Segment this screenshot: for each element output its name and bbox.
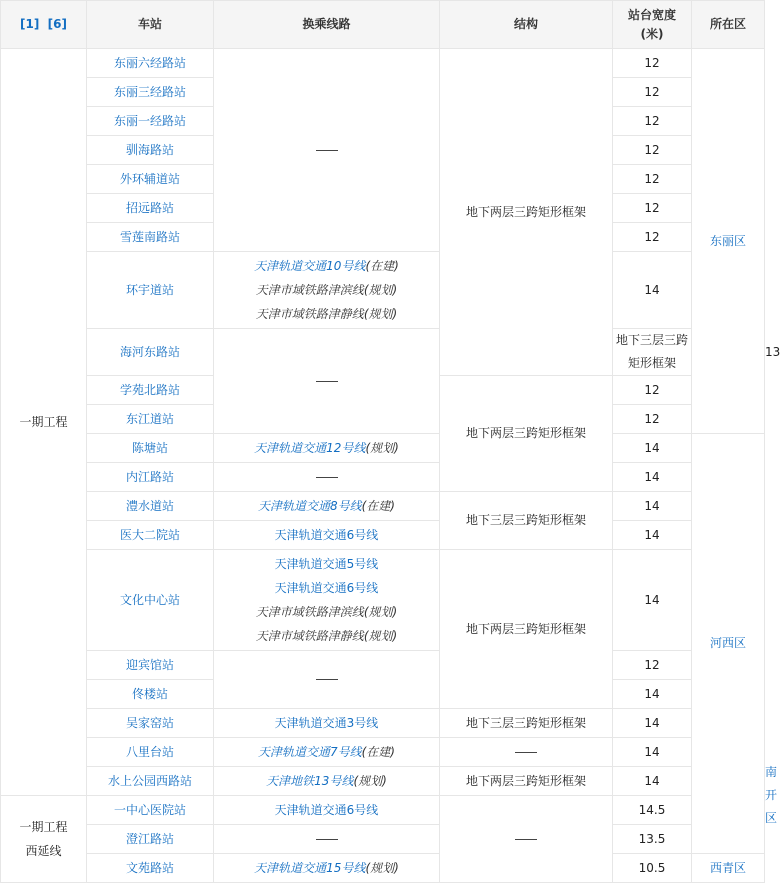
transfer-link[interactable]: 天津轨道交通6号线: [214, 521, 440, 550]
station-link[interactable]: 东丽一经路站: [87, 107, 214, 136]
district-link[interactable]: 东丽区: [692, 49, 765, 434]
transfer-cell: 天津轨道交通15号线(规划): [214, 854, 440, 883]
station-link[interactable]: 海河东路站: [87, 329, 214, 376]
structure-none: [440, 796, 613, 883]
width-cell: 12: [613, 107, 692, 136]
transfer-cell: 天津轨道交通8号线(在建): [214, 492, 440, 521]
station-link[interactable]: 学苑北路站: [87, 376, 214, 405]
station-link[interactable]: 吴家窑站: [87, 709, 214, 738]
transfer-link[interactable]: 天津轨道交通15号线: [254, 860, 366, 875]
width-cell: 14.5: [613, 796, 692, 825]
structure-cell: 地下两层三跨矩形框架: [440, 376, 613, 492]
header-district: 所在区: [692, 1, 765, 49]
district-link[interactable]: 西青区: [692, 854, 765, 883]
transfer-link[interactable]: 天津轨道交通6号线: [274, 581, 379, 595]
table-row: [1, 709, 765, 738]
transfer-link[interactable]: 天津轨道交通6号线: [214, 796, 440, 825]
station-link[interactable]: 一中心医院站: [87, 796, 214, 825]
table-row: [1, 521, 765, 550]
width-cell: 14: [613, 434, 692, 463]
transfer-cell: 天津地铁13号线(规划): [214, 767, 440, 796]
ref-link-6[interactable]: [6]: [47, 17, 67, 31]
station-link[interactable]: 雪莲南路站: [87, 223, 214, 252]
table-row: [1, 492, 765, 521]
width-cell: 12: [613, 194, 692, 223]
transfer-cell: 天津轨道交通12号线(规划): [214, 434, 440, 463]
width-cell: 14: [613, 738, 692, 767]
transfer-cell: 天津轨道交通10号线(在建) 天津市域铁路津滨线(规划) 天津市域铁路津静线(规划): [214, 252, 440, 329]
transfer-link[interactable]: 天津轨道交通8号线: [257, 498, 362, 513]
transfer-none: [214, 463, 440, 492]
header-width: 站台宽度 (米): [613, 1, 692, 49]
header-refs: [1, 1, 87, 49]
width-cell: 12: [613, 49, 692, 78]
structure-cell: 地下两层三跨矩形框架: [440, 767, 613, 796]
transfer-link[interactable]: 天津轨道交通5号线: [274, 557, 379, 571]
header-station: 车站: [87, 1, 214, 49]
width-cell: 10.5: [613, 854, 692, 883]
table-row: [1, 434, 765, 463]
table-row: [1, 767, 765, 796]
width-cell: 12: [613, 376, 692, 405]
table-row: [1, 651, 765, 680]
district-link[interactable]: 河西区: [692, 434, 765, 854]
width-cell: 14: [613, 767, 692, 796]
station-link[interactable]: 内江路站: [87, 463, 214, 492]
station-link[interactable]: 陈塘站: [87, 434, 214, 463]
header-structure: 结构: [440, 1, 613, 49]
transfer-none: [214, 49, 440, 252]
width-cell: 12: [613, 136, 692, 165]
station-link[interactable]: 招远路站: [87, 194, 214, 223]
width-cell: 14: [613, 492, 692, 521]
table-row: [1, 252, 765, 329]
station-link[interactable]: 佟楼站: [87, 680, 214, 709]
table-row: [1, 825, 765, 854]
width-cell: 14: [613, 521, 692, 550]
width-cell: 13.5: [613, 825, 692, 854]
table-row: [1, 550, 765, 651]
width-cell: 14: [613, 680, 692, 709]
transfer-link[interactable]: 天津市域铁路津静线: [255, 629, 364, 643]
transfer-cell: 天津轨道交通7号线(在建): [214, 738, 440, 767]
station-link[interactable]: 东江道站: [87, 405, 214, 434]
station-link[interactable]: 驯海路站: [87, 136, 214, 165]
width-cell: 12: [613, 223, 692, 252]
transfer-link[interactable]: 天津轨道交通10号线: [254, 259, 366, 273]
phase-cell: 一期工程 西延线: [1, 796, 87, 883]
station-link[interactable]: 东丽三经路站: [87, 78, 214, 107]
station-link[interactable]: 文化中心站: [87, 550, 214, 651]
transfer-link[interactable]: 天津轨道交通3号线: [214, 709, 440, 738]
station-link[interactable]: 外环辅道站: [87, 165, 214, 194]
transfer-link[interactable]: 天津轨道交通12号线: [254, 440, 366, 455]
structure-cell: 地下三层三跨矩形框架: [440, 492, 613, 550]
table-row: [1, 796, 765, 825]
station-link[interactable]: 迎宾馆站: [87, 651, 214, 680]
structure-cell: 地下三层三跨矩形框架: [613, 329, 692, 376]
transfer-link[interactable]: 天津轨道交通7号线: [257, 744, 362, 759]
station-link[interactable]: 澧水道站: [87, 492, 214, 521]
transfer-none: [214, 825, 440, 854]
station-link[interactable]: 水上公园西路站: [87, 767, 214, 796]
station-link[interactable]: 八里台站: [87, 738, 214, 767]
width-cell: 14: [613, 252, 692, 329]
station-link[interactable]: 澄江路站: [87, 825, 214, 854]
station-link[interactable]: 医大二院站: [87, 521, 214, 550]
table-row: 海河东路站 地下三层三跨矩形框架 13: [1, 329, 765, 376]
width-cell: 14: [613, 550, 692, 651]
transfer-link[interactable]: 天津市域铁路津滨线: [255, 283, 364, 297]
width-cell: 14: [613, 463, 692, 492]
station-link[interactable]: 文苑路站: [87, 854, 214, 883]
transfer-link[interactable]: 天津市域铁路津滨线: [255, 605, 364, 619]
table-row: 八里台站 天津轨道交通7号线(在建) 14 南开区: [1, 738, 765, 767]
transfer-cell: 天津轨道交通5号线 天津轨道交通6号线 天津市域铁路津滨线(规划) 天津市域铁路津静线(规划): [214, 550, 440, 651]
header-row: [1, 1, 765, 49]
width-cell: 12: [613, 78, 692, 107]
width-cell: 12: [613, 165, 692, 194]
phase-cell: 一期工程: [1, 49, 87, 796]
transfer-none: [214, 329, 440, 434]
table-row: [1, 49, 765, 78]
table-row: [1, 463, 765, 492]
width-cell: 14: [613, 709, 692, 738]
header-transfer: 换乘线路: [214, 1, 440, 49]
ref-link-1[interactable]: [1]: [19, 17, 40, 31]
width-cell: 12: [613, 651, 692, 680]
table-row: [1, 854, 765, 883]
structure-cell: 地下两层三跨矩形框架: [440, 550, 613, 709]
station-link[interactable]: 东丽六经路站: [87, 49, 214, 78]
structure-cell: 地下三层三跨矩形框架: [440, 709, 613, 738]
transfer-link[interactable]: 天津地铁13号线: [266, 773, 354, 788]
structure-none: [440, 738, 613, 767]
transfer-none: [214, 651, 440, 709]
width-cell: 12: [613, 405, 692, 434]
transfer-link[interactable]: 天津市域铁路津静线: [255, 307, 364, 321]
station-link[interactable]: 环宇道站: [87, 252, 214, 329]
structure-cell: 地下两层三跨矩形框架: [440, 49, 613, 376]
